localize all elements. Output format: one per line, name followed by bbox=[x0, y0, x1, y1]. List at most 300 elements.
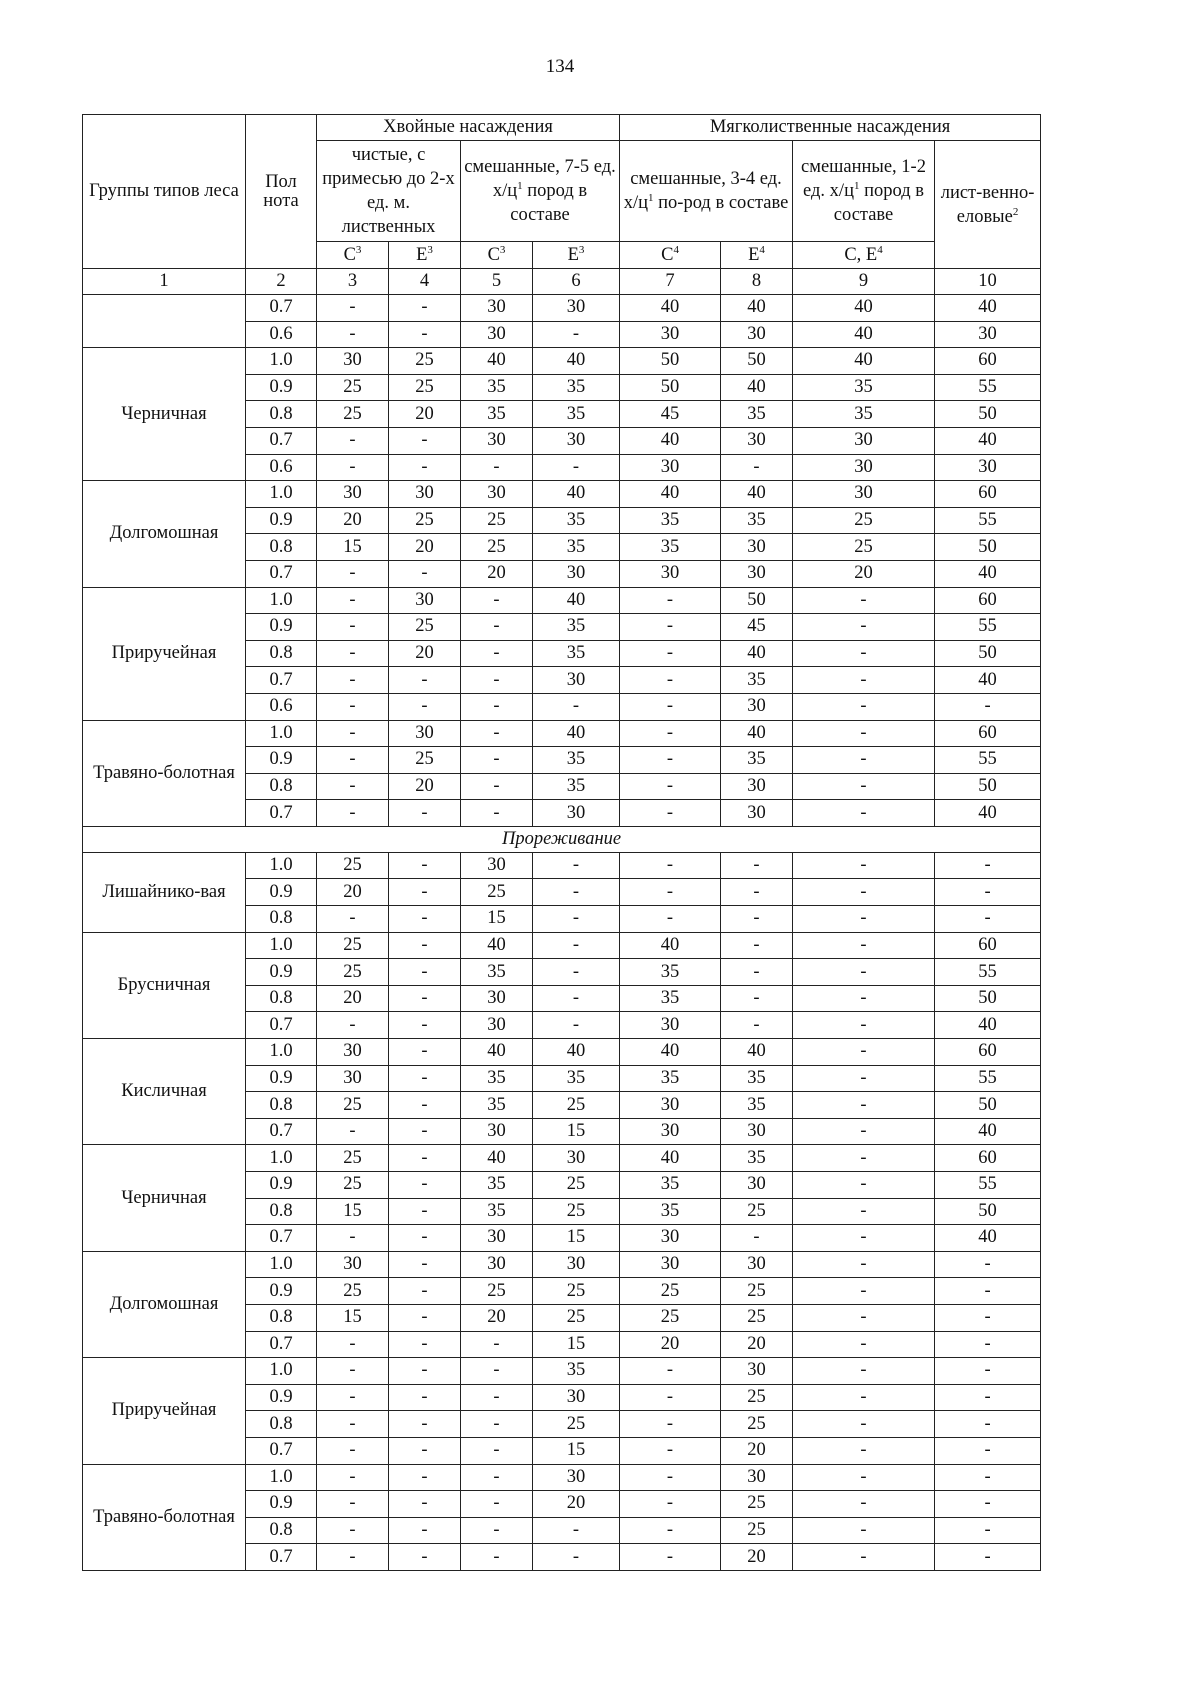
table-cell: - bbox=[317, 454, 389, 481]
density-cell: 0.7 bbox=[246, 1012, 317, 1039]
table-cell: - bbox=[533, 879, 620, 906]
table-cell: - bbox=[793, 985, 935, 1012]
table-cell: 40 bbox=[721, 295, 793, 322]
table-cell: - bbox=[389, 1358, 461, 1385]
table-cell: 25 bbox=[533, 1411, 620, 1438]
density-cell: 0.9 bbox=[246, 1065, 317, 1092]
table-cell: 20 bbox=[317, 985, 389, 1012]
table-cell: - bbox=[317, 614, 389, 641]
table-cell: 40 bbox=[721, 481, 793, 508]
table-cell: 30 bbox=[533, 1251, 620, 1278]
table-cell: 30 bbox=[721, 773, 793, 800]
table-cell: 30 bbox=[461, 481, 533, 508]
table-cell: 40 bbox=[935, 560, 1041, 587]
table-cell: 50 bbox=[935, 985, 1041, 1012]
table-cell: 25 bbox=[461, 534, 533, 561]
table-cell: 40 bbox=[721, 374, 793, 401]
table-cell: 35 bbox=[620, 1172, 721, 1199]
table-cell: - bbox=[461, 587, 533, 614]
table-cell: 30 bbox=[620, 1251, 721, 1278]
table-cell: 50 bbox=[721, 348, 793, 375]
table-cell: - bbox=[389, 693, 461, 720]
table-cell: 40 bbox=[533, 348, 620, 375]
table-cell: 25 bbox=[620, 1304, 721, 1331]
table-cell: 25 bbox=[533, 1092, 620, 1119]
table-cell: 35 bbox=[721, 1145, 793, 1172]
section-label-thinning: Прореживание bbox=[83, 826, 1041, 852]
table-cell: - bbox=[317, 1225, 389, 1252]
table-cell: 15 bbox=[317, 534, 389, 561]
header-species: $Е^3$ bbox=[533, 242, 620, 269]
table-cell: 25 bbox=[721, 1517, 793, 1544]
density-cell: 0.6 bbox=[246, 693, 317, 720]
table-cell: 15 bbox=[533, 1225, 620, 1252]
table-cell: - bbox=[721, 1225, 793, 1252]
table-cell: 35 bbox=[620, 1065, 721, 1092]
column-number: 7 bbox=[620, 269, 721, 295]
table-cell: 35 bbox=[620, 985, 721, 1012]
table-cell: - bbox=[461, 747, 533, 774]
table-cell: - bbox=[620, 879, 721, 906]
density-cell: 0.8 bbox=[246, 1517, 317, 1544]
density-cell: 0.8 bbox=[246, 1411, 317, 1438]
table-cell: - bbox=[935, 1517, 1041, 1544]
table-cell: 60 bbox=[935, 587, 1041, 614]
density-cell: 0.9 bbox=[246, 507, 317, 534]
table-cell: 35 bbox=[620, 1198, 721, 1225]
table-cell: - bbox=[793, 1198, 935, 1225]
forest-group-label: Лишайнико-вая bbox=[83, 852, 246, 932]
density-cell: 0.8 bbox=[246, 1198, 317, 1225]
table-cell: 35 bbox=[533, 534, 620, 561]
table-cell: 25 bbox=[461, 879, 533, 906]
table-cell: 30 bbox=[721, 560, 793, 587]
table-cell: - bbox=[793, 1358, 935, 1385]
table-cell: - bbox=[721, 879, 793, 906]
table-row bbox=[83, 1251, 1041, 1278]
table-cell: - bbox=[533, 959, 620, 986]
table-cell: - bbox=[389, 852, 461, 879]
forest-group-label: Кисличная bbox=[83, 1039, 246, 1145]
table-cell: - bbox=[793, 1331, 935, 1358]
density-cell: 0.7 bbox=[246, 1437, 317, 1464]
table-cell: 25 bbox=[721, 1304, 793, 1331]
table-cell: - bbox=[389, 906, 461, 933]
table-cell: 30 bbox=[389, 481, 461, 508]
table-cell: 40 bbox=[620, 1039, 721, 1066]
table-cell: 30 bbox=[461, 427, 533, 454]
table-cell: 35 bbox=[461, 1092, 533, 1119]
table-cell: - bbox=[793, 1304, 935, 1331]
table-cell: 20 bbox=[317, 879, 389, 906]
table-cell: - bbox=[935, 1278, 1041, 1305]
table-cell: - bbox=[793, 1118, 935, 1145]
density-cell: 1.0 bbox=[246, 1145, 317, 1172]
table-cell: - bbox=[793, 1491, 935, 1518]
table-cell: 30 bbox=[533, 560, 620, 587]
density-cell: 0.7 bbox=[246, 1544, 317, 1571]
table-cell: 50 bbox=[620, 374, 721, 401]
table-cell: 15 bbox=[533, 1118, 620, 1145]
table-cell: 30 bbox=[533, 800, 620, 827]
table-cell: 25 bbox=[461, 507, 533, 534]
density-cell: 1.0 bbox=[246, 481, 317, 508]
table-cell: 30 bbox=[461, 321, 533, 348]
table-cell: - bbox=[620, 1437, 721, 1464]
density-cell: 0.7 bbox=[246, 1118, 317, 1145]
table-cell: 60 bbox=[935, 348, 1041, 375]
table-cell: 15 bbox=[533, 1331, 620, 1358]
density-cell: 0.8 bbox=[246, 1304, 317, 1331]
table-cell: 25 bbox=[317, 1145, 389, 1172]
table-cell: - bbox=[935, 1251, 1041, 1278]
header-species: С, $Е^4$ bbox=[793, 242, 935, 269]
density-cell: 0.9 bbox=[246, 747, 317, 774]
table-cell: - bbox=[935, 852, 1041, 879]
density-cell: 0.9 bbox=[246, 1172, 317, 1199]
table-cell: - bbox=[461, 1411, 533, 1438]
table-cell: - bbox=[793, 1278, 935, 1305]
table-cell: 30 bbox=[935, 321, 1041, 348]
table-cell: - bbox=[317, 1464, 389, 1491]
table-cell: 40 bbox=[533, 720, 620, 747]
table-cell: 30 bbox=[620, 454, 721, 481]
table-cell: - bbox=[389, 295, 461, 322]
density-cell: 0.8 bbox=[246, 640, 317, 667]
table-cell: - bbox=[389, 1544, 461, 1571]
table-cell: 60 bbox=[935, 932, 1041, 959]
table-cell: 30 bbox=[389, 720, 461, 747]
table-cell: 35 bbox=[533, 401, 620, 428]
table-cell: 20 bbox=[461, 560, 533, 587]
table-cell: - bbox=[389, 1251, 461, 1278]
table-cell: - bbox=[389, 1198, 461, 1225]
table-cell: 35 bbox=[793, 401, 935, 428]
table-cell: - bbox=[317, 1012, 389, 1039]
table-cell: - bbox=[461, 1384, 533, 1411]
table-cell: 30 bbox=[533, 667, 620, 694]
table-cell: - bbox=[461, 1517, 533, 1544]
table-cell: 35 bbox=[533, 747, 620, 774]
table-cell: 30 bbox=[721, 1251, 793, 1278]
header-mixed-conifer: смешанные, 7-5 ед. $х/ц^1$ пород в составе bbox=[461, 141, 620, 242]
table-cell: - bbox=[935, 1544, 1041, 1571]
table-cell: - bbox=[793, 640, 935, 667]
table-cell: 30 bbox=[389, 587, 461, 614]
table-cell: 25 bbox=[317, 852, 389, 879]
table-cell: - bbox=[620, 614, 721, 641]
table-cell: - bbox=[793, 1092, 935, 1119]
table-cell: - bbox=[461, 1358, 533, 1385]
forest-group-label: Травяно-болотная bbox=[83, 720, 246, 826]
table-cell: 30 bbox=[721, 534, 793, 561]
density-cell: 0.7 bbox=[246, 800, 317, 827]
table-cell: - bbox=[317, 427, 389, 454]
table-cell: 35 bbox=[721, 1065, 793, 1092]
forest-group-label bbox=[83, 295, 246, 348]
table-cell: - bbox=[317, 587, 389, 614]
table-cell: 30 bbox=[935, 454, 1041, 481]
table-cell: - bbox=[317, 747, 389, 774]
table-row bbox=[83, 587, 1041, 614]
table-cell: - bbox=[317, 800, 389, 827]
table-cell: - bbox=[533, 1544, 620, 1571]
table-cell: - bbox=[389, 1118, 461, 1145]
table-body-after bbox=[83, 852, 1041, 1570]
table-cell: - bbox=[389, 1437, 461, 1464]
table-cell: 25 bbox=[389, 614, 461, 641]
table-row bbox=[83, 1145, 1041, 1172]
table-cell: 35 bbox=[461, 374, 533, 401]
table-cell: - bbox=[721, 906, 793, 933]
table-cell: - bbox=[935, 879, 1041, 906]
table-cell: 50 bbox=[935, 1198, 1041, 1225]
table-cell: 30 bbox=[721, 1358, 793, 1385]
table-row bbox=[83, 481, 1041, 508]
density-cell: 0.7 bbox=[246, 667, 317, 694]
table-cell: - bbox=[389, 1092, 461, 1119]
header-conifer-stands: Хвойные насаждения bbox=[317, 115, 620, 141]
table-cell: 40 bbox=[935, 1225, 1041, 1252]
table-cell: - bbox=[533, 321, 620, 348]
table-cell: - bbox=[389, 800, 461, 827]
table-cell: - bbox=[389, 1012, 461, 1039]
table-cell: - bbox=[793, 800, 935, 827]
table-cell: - bbox=[317, 1411, 389, 1438]
column-number: 1 bbox=[83, 269, 246, 295]
table-cell: 25 bbox=[389, 374, 461, 401]
table-cell: - bbox=[389, 959, 461, 986]
table-cell: 15 bbox=[317, 1198, 389, 1225]
table-cell: - bbox=[620, 800, 721, 827]
table-cell: - bbox=[620, 1517, 721, 1544]
table-cell: - bbox=[317, 1384, 389, 1411]
table-cell: 40 bbox=[533, 587, 620, 614]
table-cell: 50 bbox=[935, 640, 1041, 667]
table-cell: - bbox=[389, 560, 461, 587]
table-cell: 40 bbox=[935, 427, 1041, 454]
table-cell: - bbox=[389, 1145, 461, 1172]
table-cell: - bbox=[533, 1012, 620, 1039]
header-species: $С^3$ bbox=[461, 242, 533, 269]
table-cell: 40 bbox=[935, 1012, 1041, 1039]
table-cell: 30 bbox=[793, 481, 935, 508]
table-cell: 25 bbox=[721, 1198, 793, 1225]
table-cell: - bbox=[721, 959, 793, 986]
table-cell: 25 bbox=[793, 507, 935, 534]
table-cell: 40 bbox=[620, 295, 721, 322]
table-cell: 30 bbox=[533, 427, 620, 454]
table-cell: 35 bbox=[721, 401, 793, 428]
table-cell: 35 bbox=[461, 959, 533, 986]
table-cell: - bbox=[793, 587, 935, 614]
table-cell: 25 bbox=[533, 1304, 620, 1331]
table-cell: - bbox=[620, 1411, 721, 1438]
table-cell: 35 bbox=[461, 401, 533, 428]
table-cell: 35 bbox=[533, 1358, 620, 1385]
table-cell: - bbox=[461, 667, 533, 694]
table-cell: - bbox=[461, 720, 533, 747]
table-cell: 30 bbox=[721, 427, 793, 454]
table-cell: 55 bbox=[935, 1172, 1041, 1199]
table-cell: 55 bbox=[935, 614, 1041, 641]
table-cell: 40 bbox=[721, 640, 793, 667]
table-cell: - bbox=[533, 454, 620, 481]
table-cell: - bbox=[620, 1358, 721, 1385]
table-row bbox=[83, 348, 1041, 375]
table-cell: - bbox=[935, 1384, 1041, 1411]
table-cell: - bbox=[317, 1118, 389, 1145]
table-cell: - bbox=[317, 1437, 389, 1464]
table-cell: 40 bbox=[620, 1145, 721, 1172]
table-cell: 35 bbox=[793, 374, 935, 401]
table-cell: 30 bbox=[721, 693, 793, 720]
table-cell: - bbox=[389, 454, 461, 481]
table-cell: 30 bbox=[793, 454, 935, 481]
table-cell: 30 bbox=[533, 1384, 620, 1411]
column-number: 4 bbox=[389, 269, 461, 295]
table-cell: 25 bbox=[793, 534, 935, 561]
table-cell: - bbox=[389, 1039, 461, 1066]
table-cell: 50 bbox=[935, 401, 1041, 428]
table-cell: 25 bbox=[317, 1092, 389, 1119]
table-cell: - bbox=[461, 800, 533, 827]
table-cell: 30 bbox=[317, 1065, 389, 1092]
density-cell: 0.8 bbox=[246, 773, 317, 800]
forest-group-label: Долгомошная bbox=[83, 1251, 246, 1357]
table-cell: 25 bbox=[389, 747, 461, 774]
table-cell: 35 bbox=[721, 747, 793, 774]
table-cell: 30 bbox=[461, 1251, 533, 1278]
table-cell: 35 bbox=[533, 640, 620, 667]
density-cell: 0.9 bbox=[246, 959, 317, 986]
header-species: $Е^4$ bbox=[721, 242, 793, 269]
table-cell: - bbox=[721, 1012, 793, 1039]
table-cell: 20 bbox=[317, 507, 389, 534]
table-row bbox=[83, 720, 1041, 747]
table-cell: 35 bbox=[533, 773, 620, 800]
table-cell: 30 bbox=[721, 800, 793, 827]
table-cell: - bbox=[317, 693, 389, 720]
table-cell: - bbox=[721, 852, 793, 879]
table-cell: 15 bbox=[461, 906, 533, 933]
table-cell: - bbox=[533, 906, 620, 933]
table-cell: 30 bbox=[461, 1012, 533, 1039]
table-cell: - bbox=[793, 693, 935, 720]
header-pure-stands: чистые, с примесью до 2-х ед. м. лиственных bbox=[317, 141, 461, 242]
table-cell: 25 bbox=[317, 1172, 389, 1199]
table-cell: 30 bbox=[620, 1118, 721, 1145]
table-cell: - bbox=[935, 1491, 1041, 1518]
table-cell: 20 bbox=[721, 1544, 793, 1571]
table-cell: 35 bbox=[461, 1198, 533, 1225]
table-cell: - bbox=[317, 1491, 389, 1518]
table-cell: 25 bbox=[533, 1198, 620, 1225]
table-cell: 55 bbox=[935, 959, 1041, 986]
table-cell: - bbox=[620, 1544, 721, 1571]
table-cell: 30 bbox=[461, 852, 533, 879]
table-cell: 30 bbox=[721, 1172, 793, 1199]
table-cell: 40 bbox=[793, 348, 935, 375]
table-cell: 40 bbox=[461, 1039, 533, 1066]
table-cell: 30 bbox=[461, 1225, 533, 1252]
density-cell: 1.0 bbox=[246, 1358, 317, 1385]
table-cell: - bbox=[389, 1225, 461, 1252]
table-cell: 20 bbox=[461, 1304, 533, 1331]
forest-group-label: Долгомошная bbox=[83, 481, 246, 587]
density-cell: 0.7 bbox=[246, 1225, 317, 1252]
table-cell: - bbox=[317, 560, 389, 587]
table-cell: - bbox=[793, 1012, 935, 1039]
table-cell: - bbox=[317, 667, 389, 694]
table-cell: - bbox=[533, 852, 620, 879]
table-cell: - bbox=[317, 720, 389, 747]
table-cell: - bbox=[317, 773, 389, 800]
table-cell: - bbox=[935, 1358, 1041, 1385]
table-cell: 35 bbox=[533, 614, 620, 641]
table-cell: - bbox=[793, 852, 935, 879]
table-cell: 60 bbox=[935, 481, 1041, 508]
table-row bbox=[83, 1358, 1041, 1385]
table-cell: 40 bbox=[793, 321, 935, 348]
table-cell: 40 bbox=[620, 932, 721, 959]
density-cell: 1.0 bbox=[246, 348, 317, 375]
table-cell: - bbox=[793, 1145, 935, 1172]
header-mixed-3-4: смешанные, 3-4 ед. $х/ц^1$ по-род в составе bbox=[620, 141, 793, 242]
table-cell: - bbox=[793, 1384, 935, 1411]
table-cell: - bbox=[389, 427, 461, 454]
table-cell: 25 bbox=[721, 1491, 793, 1518]
forest-group-label: Приручейная bbox=[83, 587, 246, 720]
table-row bbox=[83, 932, 1041, 959]
density-cell: 0.7 bbox=[246, 560, 317, 587]
table-cell: 50 bbox=[620, 348, 721, 375]
table-cell: 25 bbox=[389, 348, 461, 375]
section-row bbox=[83, 826, 1041, 852]
table-cell: 30 bbox=[721, 1118, 793, 1145]
table-row bbox=[83, 295, 1041, 322]
table-cell: - bbox=[620, 640, 721, 667]
table-cell: - bbox=[461, 1437, 533, 1464]
table-cell: 25 bbox=[721, 1278, 793, 1305]
table-cell: - bbox=[793, 906, 935, 933]
header-mixed-1-2: смешанные, 1-2 ед. $х/ц^1$ пород в составе bbox=[793, 141, 935, 242]
table-cell: - bbox=[620, 852, 721, 879]
table-cell: - bbox=[793, 1464, 935, 1491]
table-cell: 40 bbox=[721, 720, 793, 747]
column-number: 8 bbox=[721, 269, 793, 295]
table-cell: - bbox=[461, 454, 533, 481]
table-cell: - bbox=[317, 321, 389, 348]
table-cell: 55 bbox=[935, 1065, 1041, 1092]
table-cell: - bbox=[317, 906, 389, 933]
column-number: 6 bbox=[533, 269, 620, 295]
table-cell: 25 bbox=[620, 1278, 721, 1305]
table-cell: 45 bbox=[620, 401, 721, 428]
table-cell: 35 bbox=[620, 534, 721, 561]
table-cell: - bbox=[620, 1491, 721, 1518]
table-cell: - bbox=[620, 1384, 721, 1411]
table-cell: - bbox=[533, 932, 620, 959]
table-cell: 35 bbox=[721, 1092, 793, 1119]
table-cell: 50 bbox=[935, 1092, 1041, 1119]
density-cell: 0.6 bbox=[246, 454, 317, 481]
page-number: 134 bbox=[545, 56, 575, 77]
table-cell: - bbox=[389, 1278, 461, 1305]
table-cell: 20 bbox=[721, 1437, 793, 1464]
table-cell: 25 bbox=[317, 401, 389, 428]
density-cell: 0.9 bbox=[246, 614, 317, 641]
